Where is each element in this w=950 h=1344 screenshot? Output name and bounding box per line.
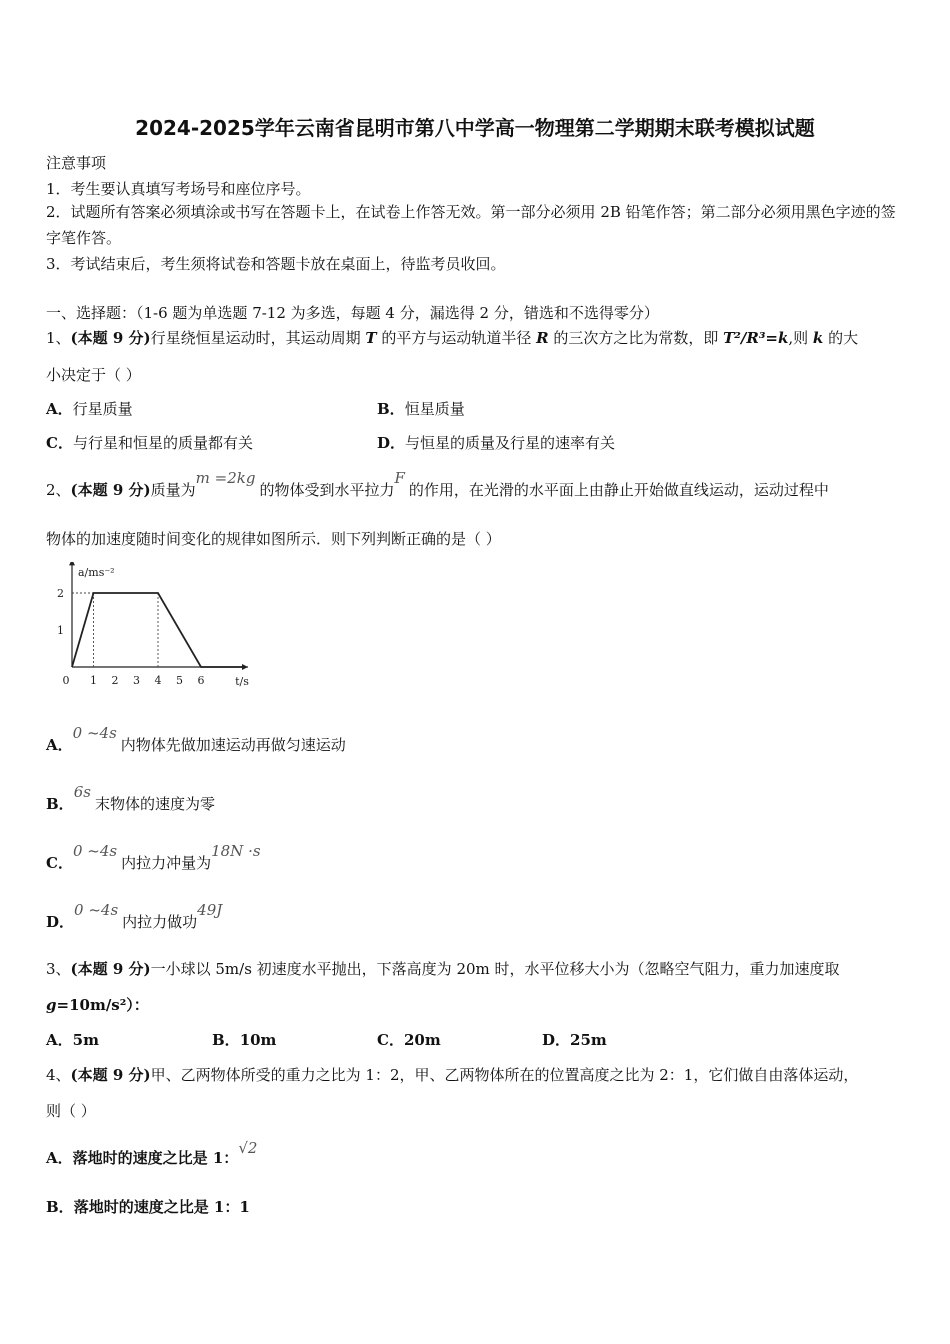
x-tick-label: 2 xyxy=(111,674,119,687)
q3-var-g: g xyxy=(46,996,57,1014)
option-text: 内拉力冲量为 xyxy=(121,854,212,872)
page-title: 2024-2025学年云南省昆明市第八中学高一物理第二学期期末联考模拟试题 xyxy=(135,116,815,140)
q3-number: 3、 xyxy=(46,960,71,978)
y-tick-label: 2 xyxy=(57,587,64,600)
option-text: 内物体先做加速运动再做匀速运动 xyxy=(120,736,346,754)
q1-var-R: R xyxy=(536,329,549,347)
q3-tag: (本题 9 分) xyxy=(70,960,151,978)
x-axis-label: t/s xyxy=(235,675,249,688)
q1-text-b: 的平方与运动轨道半径 xyxy=(376,329,537,347)
option-math: 0 ~4s xyxy=(74,901,119,919)
q1-text-e: 的大 xyxy=(823,329,859,347)
y-axis-label: a/ms⁻² xyxy=(78,566,115,579)
option-label: B． xyxy=(212,1031,240,1049)
option-text: 行星质量 xyxy=(72,400,133,418)
q3-stem-line2 xyxy=(46,994,149,1015)
q3-option-d[interactable] xyxy=(542,1029,607,1050)
option-text: 落地时的速度之比是 1： xyxy=(72,1149,239,1167)
option-label: A． xyxy=(46,1149,73,1167)
q3-option-c[interactable] xyxy=(377,1029,441,1050)
q2-number: 2、 xyxy=(46,481,71,499)
q4-number: 4、 xyxy=(46,1066,71,1084)
q1-formula: T²/R³=k xyxy=(723,329,789,347)
q3-stem xyxy=(46,958,840,979)
q4-option-b[interactable] xyxy=(46,1196,250,1217)
notice-item-1: 1．考生要认真填写考场号和座位序号。 xyxy=(46,180,311,198)
q1-tag: (本题 9 分) xyxy=(70,329,151,347)
q3-option-a[interactable] xyxy=(46,1029,99,1050)
acceleration-time-graph xyxy=(46,562,276,692)
option-label: A． xyxy=(46,736,73,754)
q1-stem-line2: 小决定于（ ） xyxy=(46,366,141,384)
option-label: D． xyxy=(46,913,75,931)
q2-tag: (本题 9 分) xyxy=(70,481,151,499)
q4-text: 甲、乙两物体所受的重力之比为 1：2，甲、乙两物体所在的位置高度之比为 2：1，它们做自由落体运动， xyxy=(150,1066,859,1084)
option-math-2: 49J xyxy=(197,901,223,919)
q2-text-b: 的物体受到水平拉力 xyxy=(259,481,395,499)
q2-mass-formula: m =2kg xyxy=(195,469,256,487)
x-tick-label: 3 xyxy=(133,674,140,687)
q1-option-d[interactable] xyxy=(377,432,615,453)
notice-item-2: 2．试题所有答案必须填涂或书写在答题卡上，在试卷上作答无效。第一部分必须用 2B 铅笔作答；第二部分必须用黑色字迹的签字笔作答。 xyxy=(46,203,896,247)
option-label: C． xyxy=(46,854,73,872)
y-axis-arrow xyxy=(69,562,75,565)
q2-text-a: 质量为 xyxy=(150,481,196,499)
option-math: √2 xyxy=(238,1139,258,1157)
q3-option-b[interactable] xyxy=(212,1029,276,1050)
x-tick-label: 6 xyxy=(197,674,205,687)
option-text: 落地时的速度之比是 1：1 xyxy=(73,1198,250,1216)
x-tick-label: 4 xyxy=(154,674,162,687)
q3-text-line2: =10m/s²）： xyxy=(56,996,149,1014)
option-text: 20m xyxy=(403,1031,441,1049)
option-label: A． xyxy=(46,1031,73,1049)
q4-stem xyxy=(46,1064,858,1085)
q4-option-a[interactable] xyxy=(46,1139,261,1168)
option-label: D． xyxy=(377,434,406,452)
option-text: 恒星质量 xyxy=(404,400,465,418)
q1-option-b[interactable] xyxy=(377,398,465,419)
option-label: B． xyxy=(377,400,405,418)
option-label: B． xyxy=(46,795,74,813)
option-text: 10m xyxy=(239,1031,277,1049)
q1-option-c[interactable] xyxy=(46,432,253,453)
x-tick-label: 1 xyxy=(90,674,97,687)
q1-number: 1、 xyxy=(46,329,71,347)
option-text: 5m xyxy=(72,1031,99,1049)
option-math: 6s xyxy=(73,783,91,801)
q4-stem-line2: 则（ ） xyxy=(46,1102,96,1120)
q2-force-symbol: F xyxy=(394,469,405,487)
q1-text-d: ,则 xyxy=(788,329,813,347)
q2-text-c: 的作用，在光滑的水平面上由静止开始做直线运动，运动过程中 xyxy=(408,481,829,499)
option-text: 末物体的速度为零 xyxy=(94,795,215,813)
option-label: C． xyxy=(377,1031,404,1049)
q1-text-c: 的三次方之比为常数，即 xyxy=(548,329,724,347)
q2-stem xyxy=(46,469,829,500)
option-label: C． xyxy=(46,434,73,452)
q1-var-T: T xyxy=(365,329,377,347)
y-tick-label: 1 xyxy=(57,624,64,637)
q2-stem-line2: 物体的加速度随时间变化的规律如图所示．则下列判断正确的是（ ） xyxy=(46,530,501,548)
q1-text-a: 行星绕恒星运动时，其运动周期 xyxy=(150,329,366,347)
q1-var-k: k xyxy=(812,329,824,347)
option-math: 0 ~4s xyxy=(72,842,118,860)
q4-tag: (本题 9 分) xyxy=(70,1066,151,1084)
x-tick-label: 0 xyxy=(62,674,70,687)
q2-option-a[interactable] xyxy=(46,724,346,755)
q2-option-c[interactable] xyxy=(46,842,265,873)
q1-stem xyxy=(46,327,858,348)
option-math: 0 ~4s xyxy=(72,724,117,742)
q3-text: 一小球以 5m/s 初速度水平抛出，下落高度为 20m 时，水平位移大小为（忽略空气阻力，重力加速度取 xyxy=(150,960,840,978)
q2-option-d[interactable] xyxy=(46,901,226,932)
option-label: B． xyxy=(46,1198,74,1216)
option-label: D． xyxy=(542,1031,571,1049)
option-label: A． xyxy=(46,400,73,418)
q1-option-a[interactable] xyxy=(46,398,133,419)
option-math-2: 18N ·s xyxy=(211,842,261,860)
notice-item-3: 3．考试结束后，考生须将试卷和答题卡放在桌面上，待监考员收回。 xyxy=(46,255,506,273)
option-text: 25m xyxy=(570,1031,607,1049)
notice-heading: 注意事项 xyxy=(46,154,107,172)
option-text: 与恒星的质量及行星的速率有关 xyxy=(405,434,616,452)
q2-option-b[interactable] xyxy=(46,783,215,814)
x-tick-label: 5 xyxy=(176,674,183,687)
option-text: 内拉力做功 xyxy=(122,913,198,931)
section-heading: 一、选择题：（1-6 题为单选题 7-12 为多选，每题 4 分，漏选得 2 分，错选和不选得零分） xyxy=(46,304,659,322)
option-text: 与行星和恒星的质量都有关 xyxy=(72,434,253,452)
